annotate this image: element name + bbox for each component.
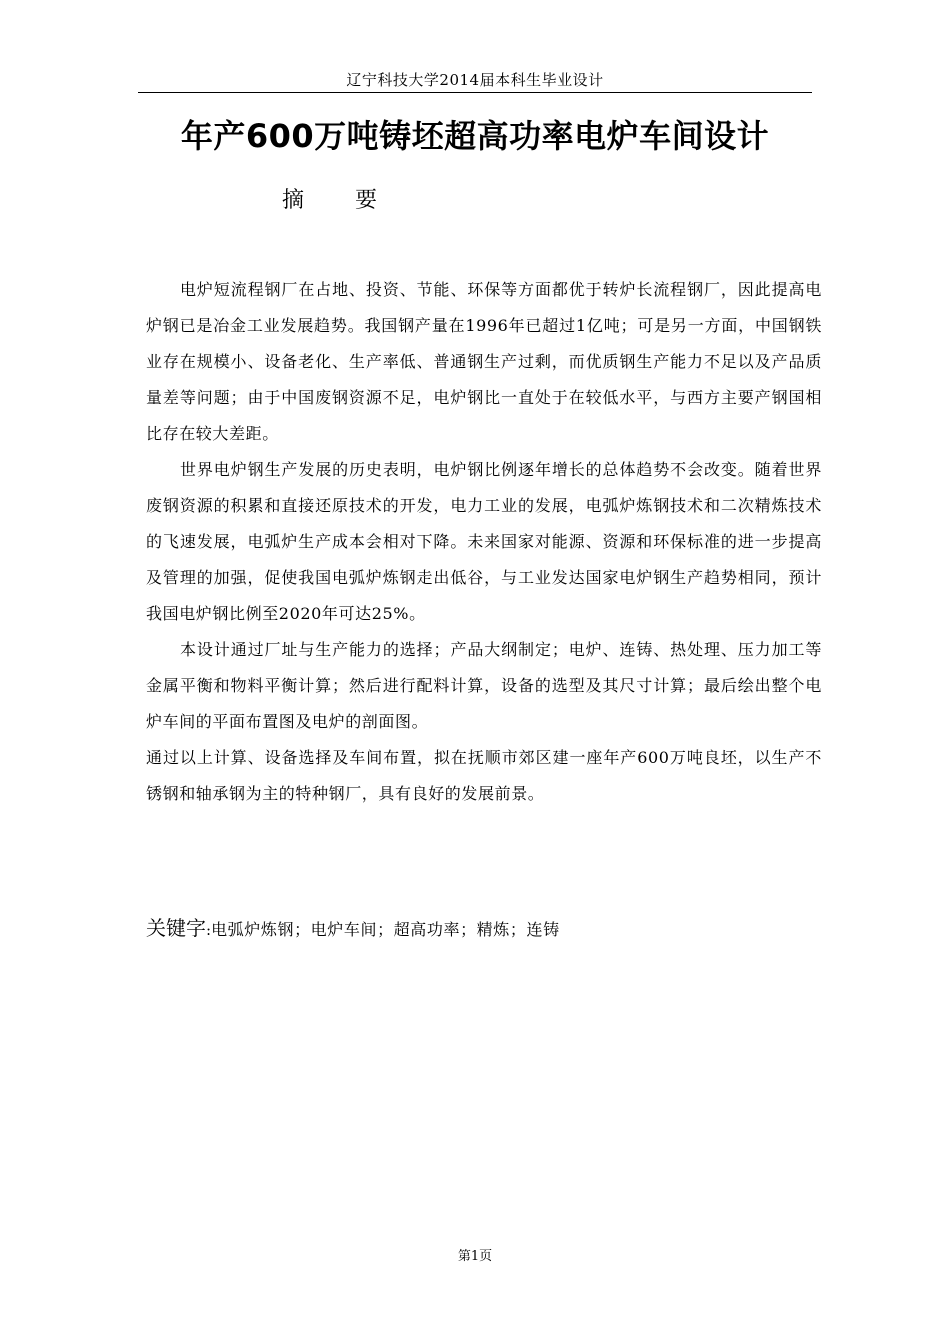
keywords-line [146, 912, 822, 946]
document-title: 年产600万吨铸坯超高功率电炉车间设计 [180, 117, 770, 155]
running-header: 辽宁科技大学2014届本科生毕业设计 [346, 71, 604, 89]
keywords-values: 电弧炉炼钢；电炉车间；超高功率；精炼；连铸 [211, 920, 560, 939]
abstract-paragraph-4: 通过以上计算、设备选择及车间布置，拟在抚顺市郊区建一座年产600万吨良坯，以生产不锈钢和轴承钢为主的特种钢厂，具有良好的发展前景。 [146, 748, 822, 803]
page-number: 第1页 [457, 1249, 493, 1264]
keywords-label: 关键字 [146, 916, 206, 940]
header-divider [138, 92, 812, 93]
keywords-colon: : [206, 921, 212, 939]
abstract-paragraph-2: 世界电炉钢生产发展的历史表明，电炉钢比例逐年增长的总体趋势不会改变。随着世界废钢资源的积累和直接还原技术的开发，电力工业的发展，电弧炉炼钢技术和二次精炼技术的飞速发展，电弧炉生产成本会相对下降。未来国家对能源、资源和环保标准的进一步提高及管理的加强，促使我国电弧炉炼钢走出低谷，与工业发达国家电炉钢生产趋势相同，预计我国电炉钢比例至2020年可达25%。 [146, 460, 822, 623]
abstract-paragraph-3: 本设计通过厂址与生产能力的选择；产品大纲制定；电炉、连铸、热处理、压力加工等金属平衡和物料平衡计算；然后进行配料计算，设备的选型及其尺寸计算；最后绘出整个电炉车间的平面布置图及电炉的剖面图。 [146, 640, 822, 731]
abstract-heading: 摘 要 [282, 188, 399, 213]
abstract-paragraph-1: 电炉短流程钢厂在占地、投资、节能、环保等方面都优于转炉长流程钢厂，因此提高电炉钢已是冶金工业发展趋势。我国钢产量在1996年已超过1亿吨；可是另一方面，中国钢铁业存在规模小、设备老化、生产率低、普通钢生产过剩，而优质钢生产能力不足以及产品质量差等问题；由于中国废钢资源不足，电炉钢比一直处于在较低水平，与西方主要产钢国相比存在较大差距。 [146, 280, 822, 443]
abstract-body [146, 272, 822, 812]
